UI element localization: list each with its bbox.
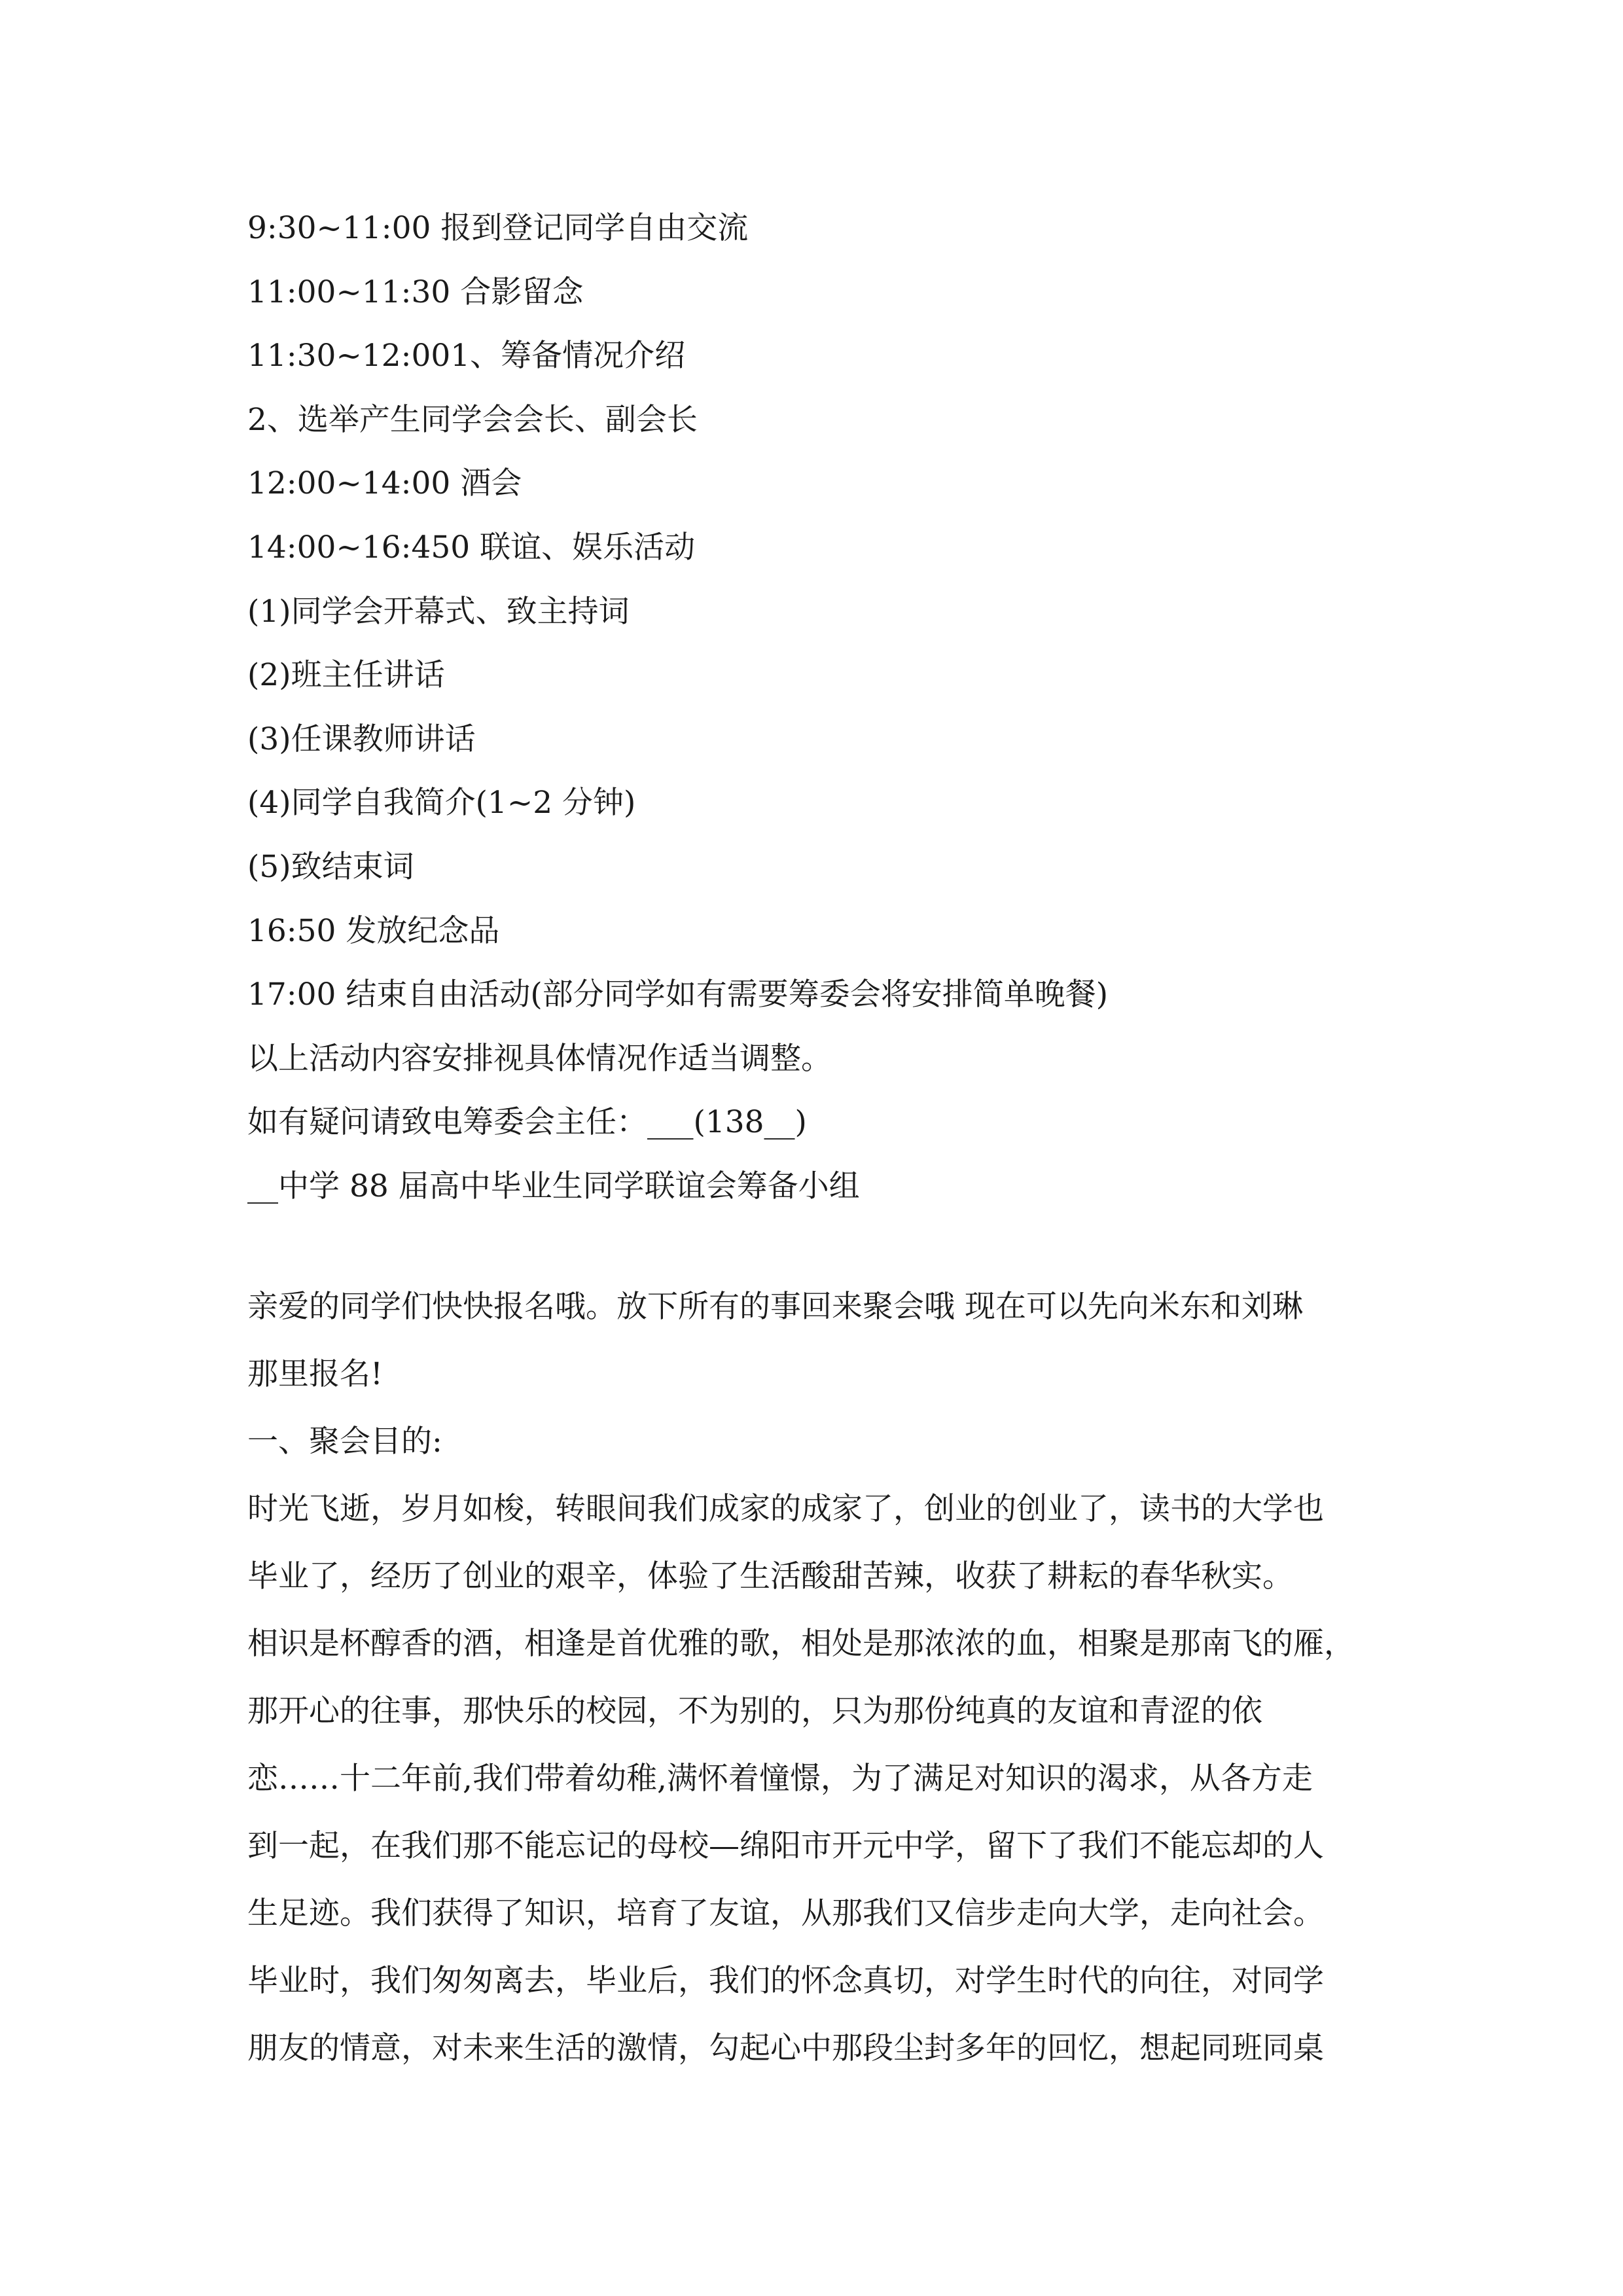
body-line: 那开心的往事，那快乐的校园，不为别的，只为那份纯真的友谊和青涩的依 — [247, 1693, 1262, 1729]
schedule-line: 11:30~12:001、筹备情况介绍 — [247, 338, 686, 374]
schedule-line: 11:00~11:30 合影留念 — [247, 274, 584, 310]
schedule-section — [247, 196, 1399, 1219]
body-line: 毕业了，经历了创业的艰辛，体验了生活酸甜苦辣，收获了耕耘的春华秋实。 — [247, 1558, 1293, 1594]
body-line: 毕业时，我们匆匆离去，毕业后，我们的怀念真切，对学生时代的向往，对同学 — [247, 1963, 1324, 1999]
body-line: 时光飞逝，岁月如梭，转眼间我们成家的成家了，创业的创业了，读书的大学也 — [247, 1491, 1324, 1527]
body-line: 那里报名! — [247, 1356, 383, 1392]
schedule-line: (2)班主任讲话 — [247, 657, 445, 694]
schedule-line: 12:00~14:00 酒会 — [247, 465, 522, 502]
schedule-line: 16:50 发放纪念品 — [247, 912, 500, 949]
organizer-signature: __中学 88 届高中毕业生同学联谊会筹备小组 — [247, 1168, 860, 1204]
schedule-line: 9:30~11:00 报到登记同学自由交流 — [247, 210, 749, 246]
body-line: 相识是杯醇香的酒，相逢是首优雅的歌，相处是那浓浓的血，相聚是那南飞的雁， — [247, 1626, 1355, 1662]
body-line: 朋友的情意，对未来生活的激情，勾起心中那段尘封多年的回忆，想起同班同桌 — [247, 2030, 1324, 2066]
body-line: 到一起，在我们那不能忘记的母校—绵阳市开元中学，留下了我们不能忘却的人 — [247, 1828, 1324, 1864]
schedule-line: (4)同学自我简介(1~2 分钟) — [247, 785, 636, 821]
schedule-line: 17:00 结束自由活动(部分同学如有需要筹委会将安排简单晚餐) — [247, 977, 1109, 1013]
schedule-line: (5)致结束词 — [247, 848, 414, 885]
body-line: 亲爱的同学们快快报名哦。放下所有的事回来聚会哦 现在可以先向米东和刘琳 — [247, 1289, 1303, 1325]
invitation-body — [247, 1273, 1412, 2082]
schedule-line: 以上活动内容安排视具体情况作适当调整。 — [247, 1040, 832, 1077]
schedule-line: (3)任课教师讲话 — [247, 721, 476, 757]
schedule-line: (1)同学会开幕式、致主持词 — [247, 593, 630, 630]
body-line: 生足迹。我们获得了知识，培育了友谊，从那我们又信步走向大学，走向社会。 — [247, 1895, 1324, 1931]
body-line: 恋……十二年前,我们带着幼稚,满怀着憧憬，为了满足对知识的渴求，从各方走 — [247, 1761, 1313, 1797]
schedule-line: 14:00~16:450 联谊、娱乐活动 — [247, 529, 696, 565]
section-heading: 一、聚会目的: — [247, 1424, 442, 1460]
schedule-line: 如有疑问请致电筹委会主任：___(138__) — [247, 1104, 807, 1141]
schedule-line: 2、选举产生同学会会长、副会长 — [247, 401, 698, 438]
